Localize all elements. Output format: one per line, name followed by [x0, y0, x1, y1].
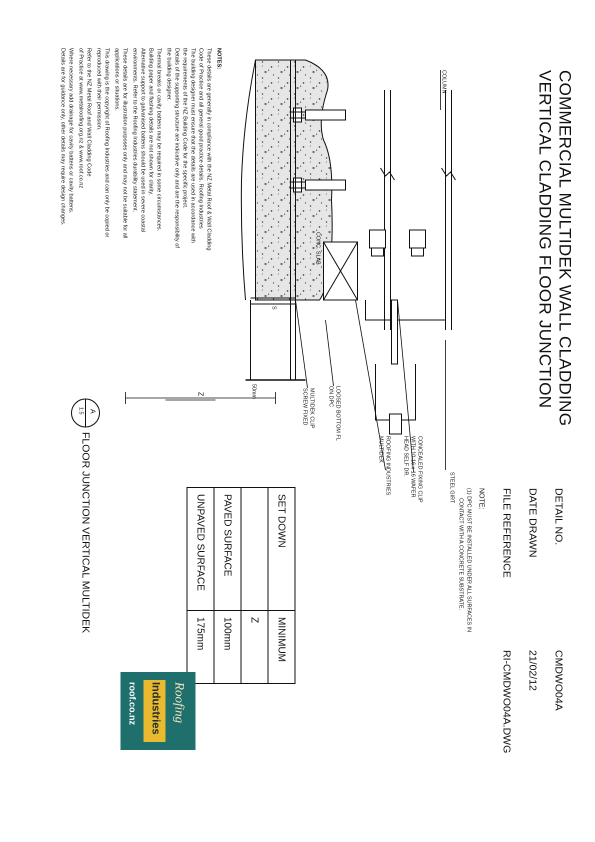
notes-line: applications or situations.: [113, 48, 119, 111]
notes-line: Building paper and flashing details are not shown for clarity.: [147, 48, 153, 196]
detail-marker-scale: 1:5: [77, 407, 83, 415]
notes-line: This drawing is the copyright of Roofing Industries and can only be copied or: [103, 48, 109, 238]
set-down-cell: UNPAVED SURFACE: [187, 488, 214, 611]
notes-line: Details of the supporting structure are indicative only and are the responsibility of: [173, 48, 179, 248]
notes-line: These details are generally in compliance with the NZ Metal Roof & Wall Cladding: [205, 48, 211, 251]
detail-marker-letter: A: [88, 409, 95, 414]
set-down-cell: PAVED SURFACE: [214, 488, 241, 611]
callout-fixing-clip-line2: WITH 10-16 x 16 WAFER: [409, 436, 415, 498]
notes-line: environments. Refer to the Roofing Industries durability statement.: [131, 48, 137, 213]
notes-line: Where necessary add drainage for cavity battens or cavity battens.: [67, 48, 73, 214]
roofing-industries-logo: [120, 672, 195, 750]
drawing-title-line1: COMMERCIAL MULTIDEK WALL CLADDING: [555, 70, 574, 427]
callout-clip-line1: MULTIDEK CLIP: [308, 388, 314, 429]
logo-text-top: Roofing: [172, 682, 187, 724]
table-row: [268, 488, 295, 684]
dimension-50mm: 50mm: [250, 384, 256, 399]
callout-steel-girt: STEEL GIRT: [448, 472, 454, 504]
set-down-cell: [241, 488, 268, 611]
steel-column: [380, 90, 455, 330]
dpc-note-heading: NOTE:: [477, 488, 484, 510]
callout-roofing-line2: MULTIDEK: [377, 436, 383, 463]
date-drawn-value: 21/02/12: [526, 650, 538, 691]
notes-line: the requirements of the NZ Building Code for the specific project.: [181, 48, 187, 209]
callout-roofing-line1: ROOFING INDUSTRIES: [384, 436, 390, 496]
dpc-note-line2: CONTACT WITH A CONCRETE SUBSTRATE.: [457, 498, 463, 611]
dpc-note-line1: (1) DPC MUST BE INSTALLED UNDER ALL SURFACES IN: [465, 488, 471, 632]
date-drawn-label: DATE DRAWN: [526, 488, 538, 558]
notes-line: The building designer must ensure that the details are used in accordance with: [189, 48, 195, 243]
notes-line: Refer to the NZ Metal Roof and Wall Cladding Code: [85, 48, 91, 177]
callout-bottom-line2: ON DPC: [327, 386, 333, 407]
callout-column: COLUMN: [440, 70, 446, 94]
callout-fixing-clip-line1: CONCEALED FIXING CLIP: [416, 436, 422, 503]
set-down-header: SET DOWN: [268, 488, 295, 611]
notes-line: Code of Practice and all general good practice details. Roofing Industries: [197, 48, 203, 229]
file-reference-value: RI-CMDWO04A.DWG: [500, 650, 512, 754]
file-reference-label: FILE REFERENCE: [500, 488, 512, 578]
detail-caption: FLOOR JUNCTION VERTICAL MULTIDEK: [79, 432, 91, 634]
logo-text-bottom: roof.co.nz: [127, 682, 137, 725]
dimension-s: S: [270, 306, 276, 310]
detail-no-value: CMDWO04A: [552, 650, 564, 711]
minimum-cell: 100mm: [214, 611, 241, 684]
dimension-z: Z: [196, 392, 203, 397]
minimum-cell: 175mm: [187, 611, 214, 684]
minimum-cell: Z: [241, 611, 268, 684]
callout-conc-slab: CONC. SLAB: [314, 232, 320, 265]
notes-line: the building designer.: [165, 48, 171, 101]
notes-heading: NOTES:: [215, 48, 221, 70]
callout-clip-line2: SCREW FIXED: [301, 388, 307, 426]
callout-fixing-clip-line3: HEAD SELF DR.: [402, 436, 408, 477]
notes-line: Thermal breaks or cavity battens may be required in some circumstances.: [155, 48, 161, 232]
notes-line: Details are for guidance only, other details may require design changes.: [59, 48, 65, 226]
detail-no-label: DETAIL NO.: [552, 488, 564, 546]
notes-line: Alternative support to galvanised battens should be used in severe coastal: [139, 48, 145, 233]
table-row: [241, 488, 268, 684]
notes-line: reproduced with their permission.: [95, 48, 101, 131]
notes-line: of Practice at www.metalroofing.org.nz & www.roof.co.nz: [77, 48, 83, 189]
notes-line: These details are for illustration purposes only and may not be suitable for all: [121, 48, 127, 239]
timber-packer: [323, 242, 357, 300]
callout-bottom-line1: LOOSED BOTTOM FL: [334, 386, 340, 441]
steel-girt: [365, 230, 445, 434]
logo-text-mid: Industries: [149, 682, 161, 735]
minimum-header: MINIMUM: [268, 611, 295, 684]
drawing-title-line2: VERTICAL CLADDING FLOOR JUNCTION: [535, 70, 554, 409]
